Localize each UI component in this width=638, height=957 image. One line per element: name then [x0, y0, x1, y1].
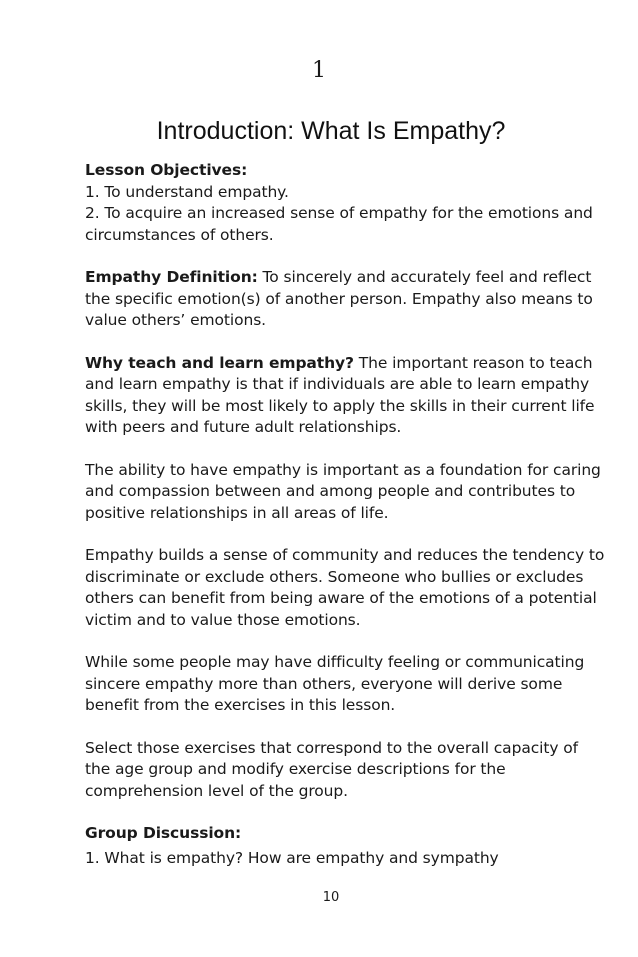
body-text	[85, 160, 605, 869]
paragraph-spacer	[85, 631, 605, 652]
community-paragraph: Empathy builds a sense of community and reduces the tendency to discriminate or exclude others. Someone who bullies or excludes others can benefit from being aware of the emotions of a potential victim and to value those emotions.	[85, 546, 605, 629]
objective-item-1: 1. To understand empathy.	[85, 182, 289, 201]
discussion-item-1: 1. What is empathy? How are empathy and sympathy	[85, 848, 499, 867]
paragraph-spacer	[85, 332, 605, 353]
select-exercises-paragraph: Select those exercises that correspond to the overall capacity of the age group and modify exercise descriptions for the comprehension level of the group.	[85, 738, 578, 800]
why-paragraph	[85, 353, 605, 439]
why-label: Why teach and learn empathy?	[85, 353, 354, 372]
paragraph-spacer	[85, 439, 605, 460]
foundation-paragraph: The ability to have empathy is important as a foundation for caring and compassion between and among people and contributes to positive relationships in all areas of life.	[85, 460, 601, 522]
paragraph-spacer	[85, 246, 605, 267]
definition-text: To sincerely and accurately feel and reflect the specific emotion(s) of another person. Empathy also means to value others’ emotions.	[85, 268, 593, 329]
paragraph-spacer	[85, 802, 605, 823]
definition-label: Empathy Definition:	[85, 268, 258, 286]
difficulty-paragraph: While some people may have difficulty feeling or communicating sincere empathy more than others, everyone will derive some benefit from the exercises in this lesson.	[85, 653, 585, 714]
paragraph-spacer	[85, 524, 605, 545]
paragraph-spacer	[85, 717, 605, 738]
why-text: The important reason to teach and learn empathy is that if individuals are able to learn empathy skills, they will be most likely to apply the skills in their current life with peers and future adult relationships.	[85, 353, 595, 436]
discussion-heading: Group Discussion:	[85, 824, 242, 842]
objective-item-2: 2. To acquire an increased sense of empathy for the emotions and circumstances of others.	[85, 204, 593, 244]
page-number: 10	[322, 890, 340, 905]
chapter-title: Introduction: What Is Empathy?	[156, 117, 506, 145]
definition-paragraph	[85, 267, 605, 332]
objectives-heading: Lesson Objectives:	[85, 161, 248, 179]
chapter-number: 1	[312, 58, 326, 83]
